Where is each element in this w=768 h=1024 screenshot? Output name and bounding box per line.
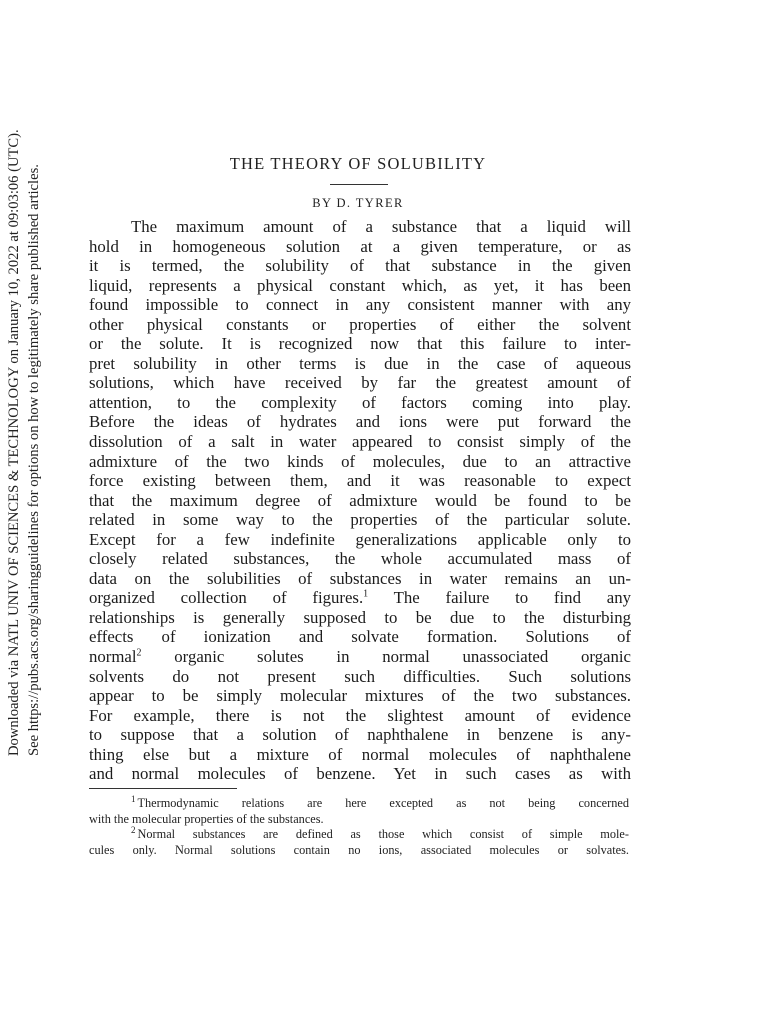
body-text-segment: organized collection of figures. — [89, 588, 364, 608]
download-notice — [4, 129, 48, 756]
body-line: that the maximum degree of admixture would be found to be — [89, 490, 631, 510]
body-line: related in some way to the properties of the particular solute. — [89, 510, 631, 530]
footnote-1-continued: with the molecular properties of the substances. — [89, 811, 324, 826]
title-divider — [330, 184, 388, 185]
body-line: thing else but a mixture of normal molecules of naphthalene — [89, 744, 631, 764]
footnote-reference-2: 2 — [136, 647, 142, 659]
body-line: For example, there is not the slightest amount of evidence — [89, 705, 631, 725]
footnote-2-continued: cules only. Normal solutions contain no ions, associated molecules or solvates. — [89, 842, 629, 857]
footnote-2 — [89, 824, 629, 843]
body-line: it is termed, the solubility of that substance in the given — [89, 256, 631, 276]
article-title: THE THEORY OF SOLUBILITY — [229, 154, 487, 173]
body-line: hold in homogeneous solution at a given temperature, or as — [89, 236, 631, 256]
body-text-segment: The failure to find any — [368, 588, 631, 608]
footnote-text: Normal substances are defined as those which consist of simple mole- — [137, 827, 629, 841]
body-line: solvents do not present such difficulties. Such solutions — [89, 666, 631, 686]
body-line: appear to be simply molecular mixtures of the two substances. — [89, 686, 631, 706]
footnote-reference-1: 1 — [363, 588, 369, 600]
download-notice-line-2: See https://pubs.acs.org/sharingguidelines for options on how to legitimately share published articles. — [26, 164, 42, 756]
body-line: liquid, represents a physical constant which, as yet, it has been — [89, 275, 631, 295]
body-line: and normal molecules of benzene. Yet in such cases as with — [89, 764, 631, 784]
body-line: to suppose that a solution of naphthalene in benzene is any- — [89, 725, 631, 745]
body-line: or the solute. It is recognized now that this failure to inter- — [89, 334, 631, 354]
body-line: effects of ionization and solvate formation. Solutions of — [89, 627, 631, 647]
footnote-number: 2 — [131, 824, 136, 835]
body-line: other physical constants or properties of either the solvent — [89, 314, 631, 334]
body-line: relationships is generally supposed to be due to the disturbing — [89, 607, 631, 627]
footnote-number: 1 — [131, 793, 136, 804]
body-line-with-footnote-2 — [89, 647, 631, 667]
body-line: found impossible to connect in any consistent manner with any — [89, 295, 631, 315]
body-line: admixture of the two kinds of molecules, due to an attractive — [89, 451, 631, 471]
body-line: closely related substances, the whole accumulated mass of — [89, 549, 631, 569]
footnote-divider — [89, 788, 237, 789]
body-line: dissolution of a salt in water appeared to consist simply of the — [89, 432, 631, 452]
article-byline: BY D. TYRER — [312, 196, 404, 210]
footnotes — [89, 793, 629, 858]
body-text-segment: organic solutes in normal unassociated organic — [141, 647, 631, 667]
body-line: solutions, which have received by far the greatest amount of — [89, 373, 631, 393]
body-line: Before the ideas of hydrates and ions were put forward the — [89, 412, 631, 432]
body-line-with-footnote-1 — [89, 588, 631, 608]
body-line: data on the solubilities of substances in water remains an un- — [89, 568, 631, 588]
footnote-1 — [89, 793, 629, 812]
article-body — [89, 217, 631, 784]
body-line: attention, to the complexity of factors coming into play. — [89, 392, 631, 412]
body-line: The maximum amount of a substance that a liquid will — [131, 217, 631, 236]
body-line: force existing between them, and it was reasonable to expect — [89, 471, 631, 491]
body-line: Except for a few indefinite generalizations applicable only to — [89, 529, 631, 549]
download-notice-line-1: Downloaded via NATL UNIV OF SCIENCES & TECHNOLOGY on January 10, 2022 at 09:03:06 (UTC). — [6, 129, 22, 756]
body-line: pret solubility in other terms is due in the case of aqueous — [89, 353, 631, 373]
footnote-text: Thermodynamic relations are here excepted as not being concerned — [137, 796, 629, 810]
body-text-segment: normal — [89, 647, 137, 667]
